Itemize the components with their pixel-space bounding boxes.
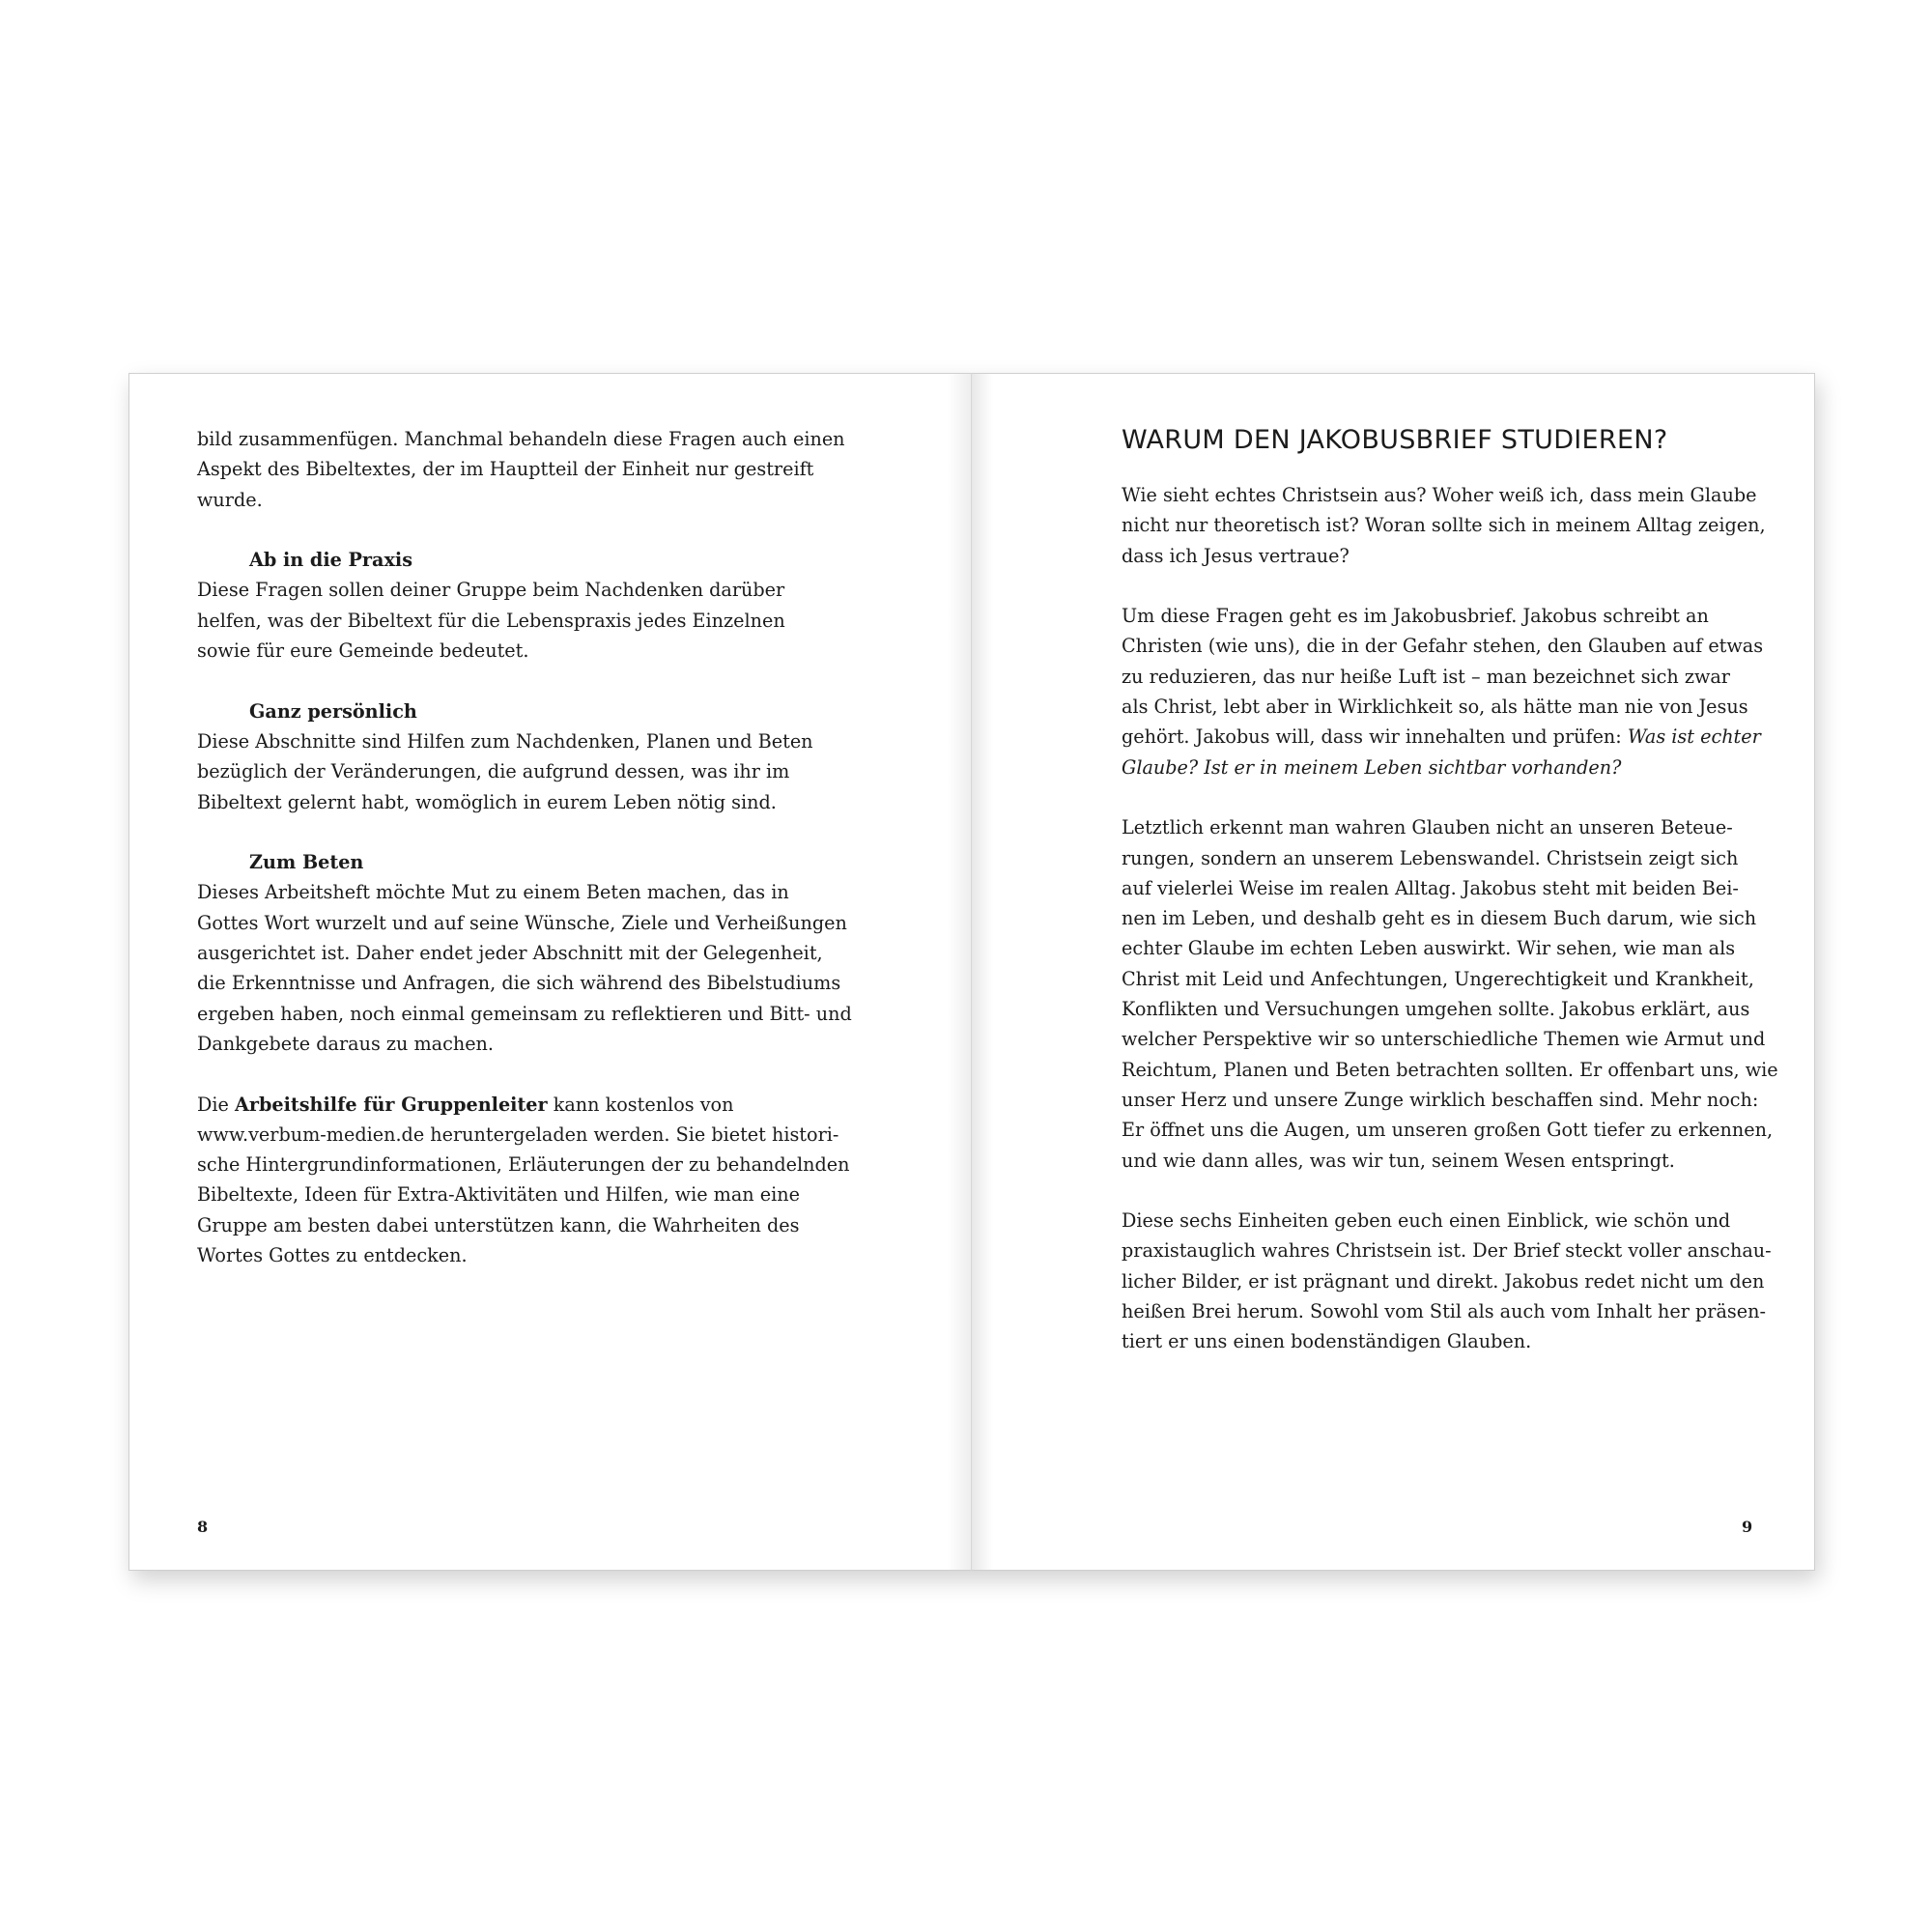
text-line: wurde. (197, 488, 263, 511)
text-line: rungen, sondern an unserem Lebenswandel. Christsein zeigt sich (1122, 846, 1739, 869)
text-line: Gottes Wort wurzelt und auf seine Wünsche, Ziele und Verheißungen (197, 911, 847, 934)
closing-bold-term: Arbeitshilfe für Gruppenleiter (234, 1093, 548, 1116)
right-page-content (1122, 424, 1778, 1387)
section-persoenlich (197, 696, 835, 817)
left-page (128, 373, 972, 1571)
section-praxis (197, 545, 835, 666)
text-line: tiert er uns einen bodenständigen Glauben. (1122, 1330, 1532, 1353)
text-line: Diese sechs Einheiten geben euch einen Einblick, wie schön und (1122, 1209, 1731, 1233)
section-body (197, 726, 835, 817)
text-line: praxistauglich wahres Christsein ist. Der Brief steckt voller anschau- (1122, 1239, 1772, 1263)
paragraph-2 (1122, 601, 1764, 782)
text-line: die Erkenntnisse und Anfragen, die sich während des Bibelstudiums (197, 972, 841, 995)
left-page-content (197, 424, 852, 1301)
text-line: auf vielerlei Weise im realen Alltag. Jakobus steht mit beiden Bei- (1122, 876, 1739, 899)
text-line: Reichtum, Planen und Beten betrachten sollten. Er offenbart uns, wie (1122, 1058, 1778, 1081)
text-line: Christ mit Leid und Anfechtungen, Ungerechtigkeit und Krankheit, (1122, 967, 1754, 990)
text-line: www.verbum-medien.de heruntergeladen werden. Sie bietet histori- (197, 1122, 839, 1146)
section-body (197, 877, 852, 1059)
paragraph-4 (1122, 1206, 1772, 1356)
text-line: Wortes Gottes zu entdecken. (197, 1244, 468, 1267)
gutter-line (971, 373, 972, 1571)
section-beten (197, 847, 852, 1059)
page-number: 9 (1742, 1518, 1753, 1536)
paragraph-3 (1122, 812, 1778, 1176)
text-line: Christen (wie uns), die in der Gefahr stehen, den Glauben auf etwas (1122, 635, 1764, 658)
text-line: ergeben haben, noch einmal gemeinsam zu reflektieren und Bitt- und (197, 1002, 852, 1025)
text-line: sche Hintergrundinformationen, Erläuterungen der zu behandelnden (197, 1153, 850, 1177)
text-line: Konflikten und Versuchungen umgehen sollte. Jakobus erklärt, aus (1122, 998, 1750, 1021)
intro-paragraph (197, 424, 845, 515)
section-heading: Ganz persönlich (249, 699, 417, 723)
text-line: sowie für eure Gemeinde bedeutet. (197, 639, 529, 663)
text-line: Aspekt des Bibeltextes, der im Hauptteil der Einheit nur gestreift (197, 458, 814, 481)
text-line: Gruppe am besten dabei unterstützen kann, die Wahrheiten des (197, 1213, 800, 1236)
text-line: zu reduzieren, das nur heiße Luft ist – man bezeichnet sich zwar (1122, 665, 1730, 688)
text-line: Wie sieht echtes Christsein aus? Woher weiß ich, dass mein Glaube (1122, 484, 1757, 506)
text-line: nen im Leben, und deshalb geht es in diesem Buch darum, wie sich (1122, 907, 1757, 930)
book-spread (128, 373, 1815, 1571)
text-line: Bibeltext gelernt habt, womöglich in eurem Leben nötig sind. (197, 790, 777, 813)
text-line: Diese Abschnitte sind Hilfen zum Nachdenken, Planen und Beten (197, 729, 813, 753)
section-heading: Zum Beten (249, 851, 364, 874)
text-line: helfen, was der Bibeltext für die Lebenspraxis jedes Einzelnen (197, 609, 785, 632)
right-page (972, 373, 1815, 1571)
closing-prefix: Die (197, 1093, 235, 1116)
text-line (1122, 722, 1759, 752)
paragraph-1 (1122, 480, 1766, 571)
text-line: echter Glaube im echten Leben auswirkt. Wir sehen, wie man als (1122, 937, 1736, 960)
text-plain: gehört. Jakobus will, dass wir innehalten und prüfen: (1122, 725, 1628, 749)
text-line: unser Herz und unsere Zunge wirklich beschaffen sind. Mehr noch: (1122, 1088, 1759, 1111)
text-line: bezüglich der Veränderungen, die aufgrund dessen, was ihr im (197, 760, 790, 783)
text-line-italic: Glaube? Ist er in meinem Leben sichtbar vorhanden? (1122, 755, 1622, 779)
text-line: licher Bilder, er ist prägnant und direkt. Jakobus redet nicht um den (1122, 1269, 1765, 1293)
section-heading: Ab in die Praxis (249, 549, 412, 572)
text-line: dass ich Jesus vertraue? (1122, 544, 1350, 567)
text-line: heißen Brei herum. Sowohl vom Stil als auch vom Inhalt her präsen- (1122, 1300, 1766, 1323)
text-line: welcher Perspektive wir so unterschiedliche Themen wie Armut und (1122, 1028, 1766, 1051)
page-heading: WARUM DEN JAKOBUSBRIEF STUDIEREN? (1122, 425, 1668, 455)
text-line (197, 1090, 835, 1120)
text-line: ausgerichtet ist. Daher endet jeder Abschnitt mit der Gelegenheit, (197, 942, 823, 965)
page-number: 8 (197, 1518, 209, 1536)
closing-suffix: kann kostenlos von (547, 1093, 734, 1116)
text-line: bild zusammenfügen. Manchmal behandeln diese Fragen auch einen (197, 428, 845, 450)
gutter-shadow (972, 374, 993, 1570)
text-line: Er öffnet uns die Augen, um unseren großen Gott tiefer zu erkennen, (1122, 1119, 1774, 1142)
text-line: als Christ, lebt aber in Wirklichkeit so, als hätte man nie von Jesus (1122, 696, 1748, 719)
text-line: Dieses Arbeitsheft möchte Mut zu einem Beten machen, das in (197, 881, 789, 904)
text-line: nicht nur theoretisch ist? Woran sollte sich in meinem Alltag zeigen, (1122, 514, 1766, 537)
text-italic: Was ist echter (1627, 725, 1761, 749)
text-line: Diese Fragen sollen deiner Gruppe beim Nachdenken darüber (197, 579, 785, 602)
gutter-shadow (947, 374, 972, 1570)
text-line: Letztlich erkennt man wahren Glauben nicht an unseren Beteue- (1122, 816, 1733, 839)
text-line: Dankgebete daraus zu machen. (197, 1032, 494, 1055)
text-line: und wie dann alles, was wir tun, seinem Wesen entspringt. (1122, 1149, 1675, 1172)
closing-paragraph (197, 1090, 850, 1271)
section-body (197, 575, 835, 666)
text-line: Um diese Fragen geht es im Jakobusbrief. Jakobus schreibt an (1122, 605, 1709, 628)
text-line: Bibeltexte, Ideen für Extra-Aktivitäten und Hilfen, wie man eine (197, 1183, 800, 1207)
